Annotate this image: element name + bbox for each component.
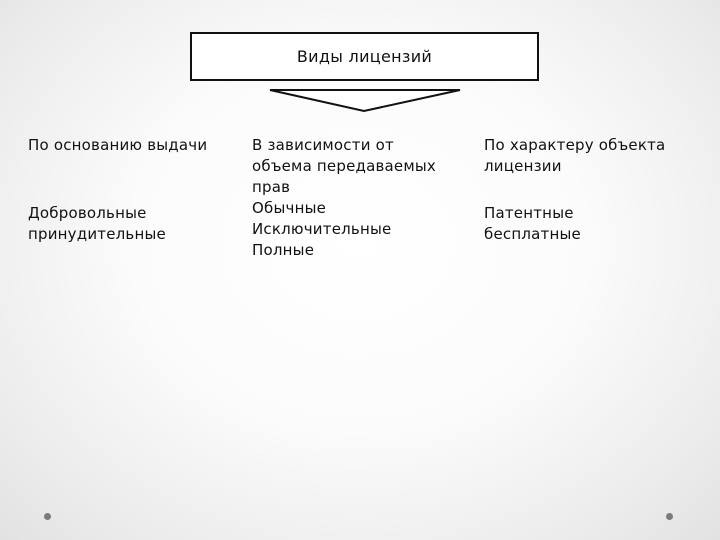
title-box: [190, 32, 539, 81]
corner-dot-left: [44, 513, 51, 520]
diagram-title: Виды лицензий: [296, 47, 433, 66]
header-line: По характеру объекта: [484, 136, 666, 154]
column-header-object: [484, 135, 665, 177]
header-line: В зависимости от: [252, 136, 394, 154]
header-line: объема передаваемых: [252, 157, 436, 175]
column-header-basis: [28, 135, 207, 156]
header-line: лицензии: [484, 157, 562, 175]
list-item: бесплатные: [484, 225, 581, 243]
header-line: По основанию выдачи: [28, 136, 208, 154]
down-arrow-shape: [268, 88, 462, 114]
column-items-scope: [252, 198, 391, 261]
column-items-object: [484, 203, 581, 245]
column-items-basis: [28, 203, 166, 245]
header-line: прав: [252, 178, 291, 196]
list-item: Полные: [252, 241, 315, 259]
list-item: Патентные: [484, 204, 574, 222]
list-item: Обычные: [252, 199, 327, 217]
column-header-scope: [252, 135, 436, 198]
list-item: Добровольные: [28, 204, 147, 222]
list-item: Исключительные: [252, 220, 392, 238]
corner-dot-right: [666, 513, 673, 520]
list-item: принудительные: [28, 225, 166, 243]
